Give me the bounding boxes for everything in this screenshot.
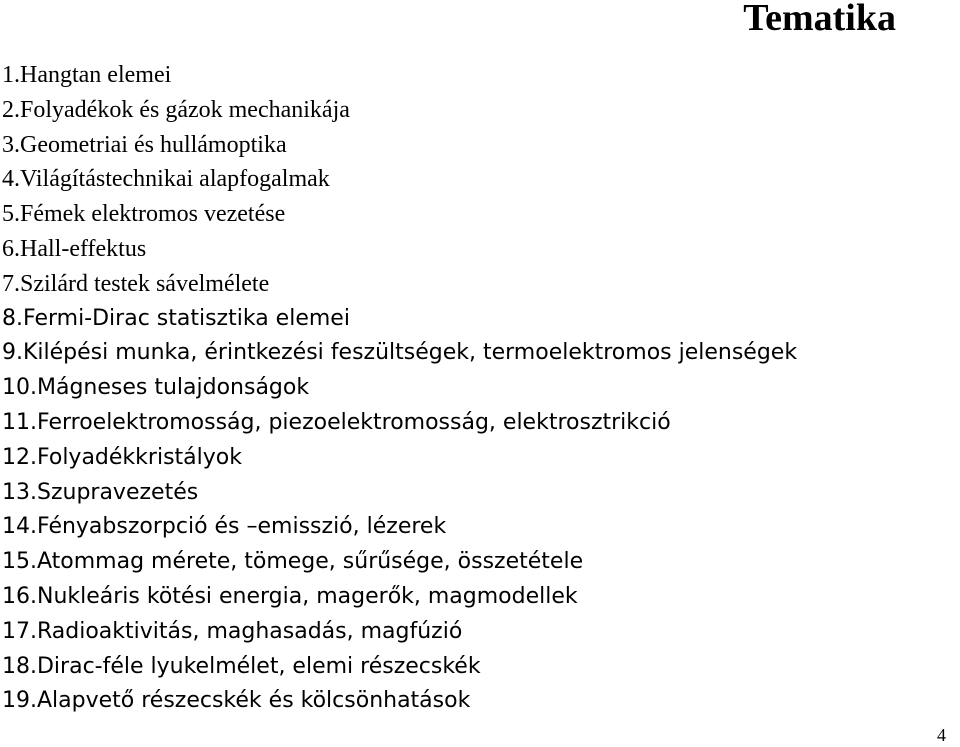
topic-item: 10.Mágneses tulajdonságok — [2, 375, 310, 401]
topic-item: 1.Hangtan elemei — [2, 62, 172, 88]
topic-item: 16.Nukleáris kötési energia, magerők, magmodellek — [2, 583, 578, 609]
topic-item: 4.Világítástechnikai alapfogalmak — [2, 166, 330, 193]
topic-item: 2.Folyadékok és gázok mechanikája — [2, 96, 350, 123]
topic-item: 13.Szupravezetés — [2, 479, 199, 505]
topic-item: 7.Szilárd testek sávelmélete — [2, 270, 270, 297]
topic-item: 17.Radioaktivitás, maghasadás, magfúzió — [2, 618, 463, 644]
topic-item: 12.Folyadékkristályok — [2, 444, 242, 470]
topic-item: 15.Atommag mérete, tömege, sűrűsége, összetétele — [2, 549, 584, 575]
topic-item: 11.Ferroelektromosság, piezoelektromosság, elektrosztrikció — [2, 409, 671, 435]
topic-item: 14.Fényabszorpció és –emisszió, lézerek — [2, 514, 447, 540]
topic-list — [2, 58, 797, 719]
topic-item: 5.Fémek elektromos vezetése — [2, 201, 286, 228]
topic-item: 9.Kilépési munka, érintkezési feszültségek, termoelektromos jelenségek — [2, 340, 798, 366]
topic-item: 3.Geometriai és hullámoptika — [2, 131, 287, 158]
page-number: 4 — [937, 725, 946, 745]
topic-item: 19.Alapvető részecskék és kölcsönhatások — [2, 688, 471, 714]
slide-title: Tematika — [743, 0, 896, 39]
topic-item: 6.Hall-effektus — [2, 235, 147, 262]
topic-item: 8.Fermi-Dirac statisztika elemei — [2, 305, 350, 331]
topic-item: 18.Dirac-féle lyukelmélet, elemi részecskék — [2, 653, 481, 679]
